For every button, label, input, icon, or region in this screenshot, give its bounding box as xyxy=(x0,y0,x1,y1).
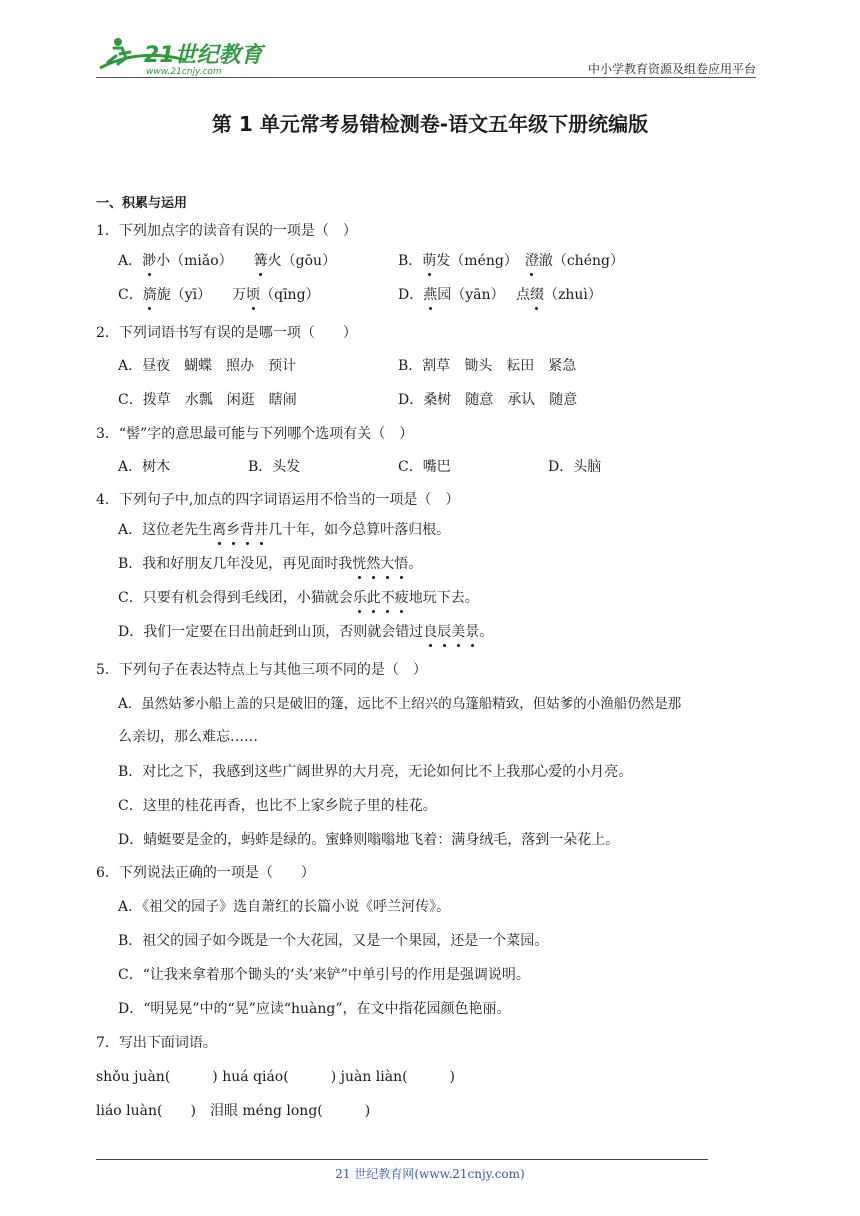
svg-text:21世纪教育: 21世纪教育 xyxy=(144,43,263,68)
21cnjy-logo xyxy=(96,34,271,78)
q5-option-b: B．对比之下，我感到这些广阔世界的大月亮，无论如何比不上我那心爱的小月亮。 xyxy=(118,764,633,780)
question-6-stem: 6．下列说法正确的一项是（ ） xyxy=(96,865,315,881)
question-7-stem: 7．写出下面词语。 xyxy=(96,1035,217,1051)
q4-option-d: D．我们一定要在日出前赶到山顶，否则就会错过良辰美景。 xyxy=(118,621,493,641)
q1-option-b: B．萌发（méng） 澄澈（chéng） xyxy=(398,250,624,270)
q7-pinyin-line-1: shǒu juàn( ) huá qiáo( ) juàn liàn( ) xyxy=(96,1069,456,1085)
platform-name: 中小学教育资源及组卷应用平台 xyxy=(587,62,756,76)
q1-option-a: A．渺小（miǎo） 篝火（gōu） xyxy=(118,250,336,270)
question-2-stem: 2．下列词语书写有误的是哪一项（ ） xyxy=(96,325,357,341)
q5-option-a-line1: A．虽然姑爹小船上盖的只是破旧的篷，远比不上绍兴的乌篷船精致，但姑爹的小渔船仍然是那 xyxy=(118,696,682,712)
q3-option-c: C．嘴巴 xyxy=(398,459,451,475)
q1-option-c: C．旖旎（yī） 万顷（qīng） xyxy=(118,284,320,304)
q6-option-d: D．“明晃晃”中的“晃”应读“huàng”，在文中指花园颜色艳丽。 xyxy=(118,1001,511,1017)
page-title: 第 1 单元常考易错检测卷-语文五年级下册统编版 xyxy=(211,112,649,136)
q4-option-a: A．这位老先生离乡背井几十年，如今总算叶落归根。 xyxy=(118,519,450,539)
section-heading: 一、积累与运用 xyxy=(96,196,188,211)
q3-option-d: D．头脑 xyxy=(548,459,602,475)
q1-option-d: D．燕园（yān） 点缀（zhuì） xyxy=(398,284,602,304)
header-divider xyxy=(96,77,756,78)
footer-divider xyxy=(96,1159,708,1160)
q5-option-c: C．这里的桂花再香，也比不上家乡院子里的桂花。 xyxy=(118,798,437,814)
q2-option-a: A．昼夜 蝴蝶 照办 预计 xyxy=(118,358,297,374)
q2-option-d: D．桑树 随意 承认 随意 xyxy=(398,392,578,408)
q6-option-b: B．祖父的园子如今既是一个大花园，又是一个果园，还是一个菜园。 xyxy=(118,933,549,949)
q6-option-c: C．“让我来拿着那个锄头的‘头’来铲”中单引号的作用是强调说明。 xyxy=(118,967,530,983)
q2-option-b: B．割草 锄头 耘田 紧急 xyxy=(398,358,577,374)
q3-option-a: A．树木 xyxy=(118,459,171,475)
q7-pinyin-line-2: liáo luàn( ) 泪眼 méng long( ) xyxy=(96,1103,371,1119)
question-1-stem: 1．下列加点字的读音有误的一项是（ ） xyxy=(96,223,357,239)
q6-option-a: A．《祖父的园子》选自萧红的长篇小说《呼兰河传》。 xyxy=(118,899,451,915)
q3-option-b: B．头发 xyxy=(248,459,301,475)
page-header xyxy=(96,30,756,78)
q4-option-b: B．我和好朋友几年没见，再见面时我恍然大悟。 xyxy=(118,553,422,573)
q2-option-c: C．拨草 水瓢 闲逛 瞎闹 xyxy=(118,392,297,408)
footer-link[interactable]: 21 世纪教育网(www.21cnjy.com) xyxy=(335,1167,525,1181)
q4-option-c: C．只要有机会得到毛线团，小猫就会乐此不疲地玩下去。 xyxy=(118,587,479,607)
question-3-stem: 3．“髻”字的意思最可能与下列哪个选项有关（ ） xyxy=(96,426,414,442)
svg-text:www.21cnjy.com: www.21cnjy.com xyxy=(146,67,222,77)
question-5-stem: 5．下列句子在表达特点上与其他三项不同的是（ ） xyxy=(96,662,427,678)
q5-option-d: D．蜻蜓要是金的，蚂蚱是绿的。蜜蜂则嗡嗡地飞着：满身绒毛，落到一朵花上。 xyxy=(118,832,620,848)
question-4-stem: 4．下列句子中,加点的四字词语运用不恰当的一项是（ ） xyxy=(96,492,460,508)
q5-option-a-line2: 么亲切，那么难忘…… xyxy=(118,729,258,745)
